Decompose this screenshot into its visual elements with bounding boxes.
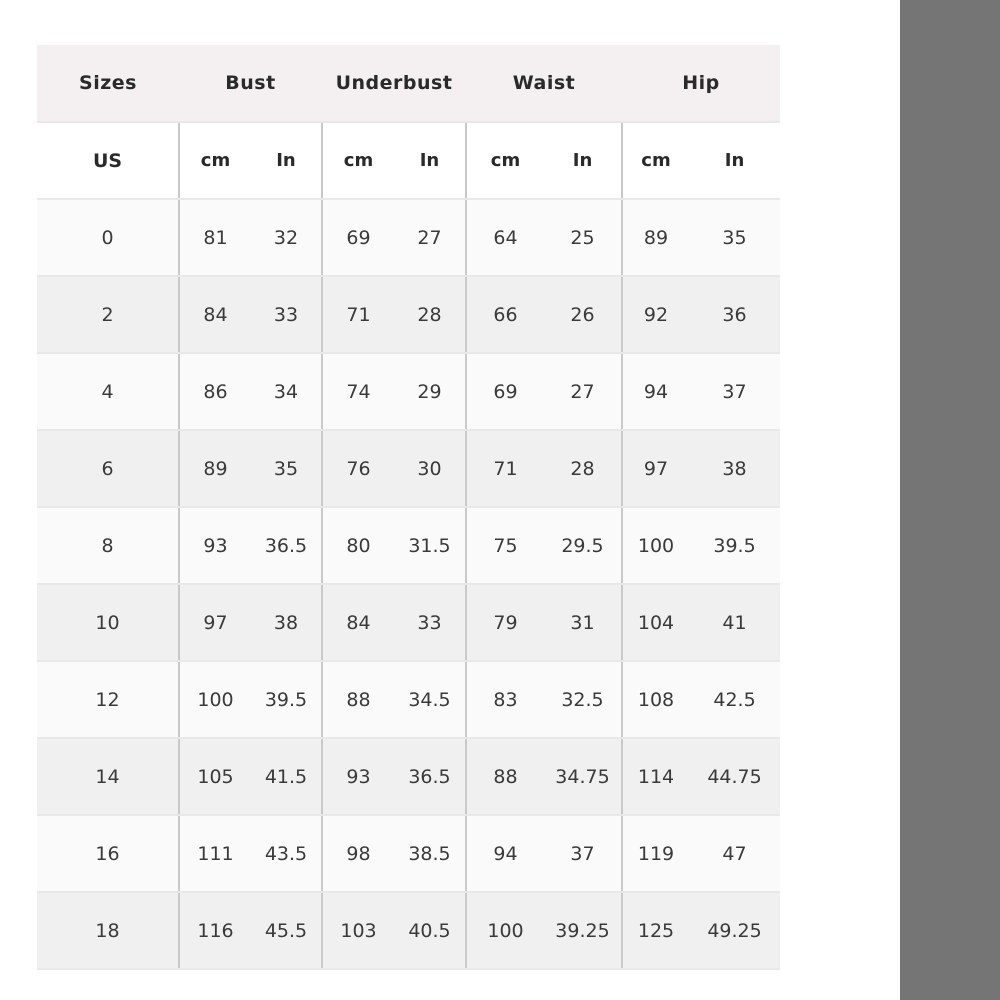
bust-cm-value: 84 (179, 276, 251, 353)
hip-cm-value: 94 (622, 353, 689, 430)
waist-in-value: 25 (544, 199, 622, 276)
underbust-in-value: 28 (394, 276, 466, 353)
bust-in-value: 36.5 (251, 507, 322, 584)
underbust-cm-value: 80 (322, 507, 394, 584)
waist-cm-value: 83 (466, 661, 544, 738)
underbust-in-value: 31.5 (394, 507, 466, 584)
hip-in-value: 36 (689, 276, 780, 353)
hip-in-value: 49.25 (689, 892, 780, 969)
underbust-in-value: 27 (394, 199, 466, 276)
bust-in-value: 33 (251, 276, 322, 353)
side-panel (900, 0, 1000, 1000)
bust-cm-value: 86 (179, 353, 251, 430)
hip-cm-value: 89 (622, 199, 689, 276)
hip-in-value: 37 (689, 353, 780, 430)
hip-in-value: 42.5 (689, 661, 780, 738)
hip-in-value: 39.5 (689, 507, 780, 584)
waist-in-value: 32.5 (544, 661, 622, 738)
bust-in-value: 35 (251, 430, 322, 507)
unit-in: In (394, 122, 466, 199)
bust-cm-value: 105 (179, 738, 251, 815)
waist-cm-value: 94 (466, 815, 544, 892)
unit-cm: cm (179, 122, 251, 199)
table-row (37, 353, 780, 430)
waist-in-value: 31 (544, 584, 622, 661)
header-sizes: Sizes (37, 45, 179, 122)
hip-cm-value: 97 (622, 430, 689, 507)
hip-in-value: 38 (689, 430, 780, 507)
hip-cm-value: 125 (622, 892, 689, 969)
hip-cm-value: 92 (622, 276, 689, 353)
underbust-in-value: 36.5 (394, 738, 466, 815)
underbust-cm-value: 103 (322, 892, 394, 969)
table-row (37, 276, 780, 353)
waist-in-value: 26 (544, 276, 622, 353)
bust-in-value: 34 (251, 353, 322, 430)
underbust-cm-value: 84 (322, 584, 394, 661)
waist-cm-value: 88 (466, 738, 544, 815)
underbust-cm-value: 93 (322, 738, 394, 815)
underbust-in-value: 34.5 (394, 661, 466, 738)
size-value: 16 (37, 815, 179, 892)
unit-in: In (251, 122, 322, 199)
table-row (37, 892, 780, 969)
bust-in-value: 43.5 (251, 815, 322, 892)
waist-cm-value: 71 (466, 430, 544, 507)
table-row (37, 815, 780, 892)
unit-cm: cm (322, 122, 394, 199)
waist-in-value: 37 (544, 815, 622, 892)
unit-cm: cm (466, 122, 544, 199)
size-value: 8 (37, 507, 179, 584)
header-underbust: Underbust (322, 45, 466, 122)
waist-cm-value: 79 (466, 584, 544, 661)
underbust-in-value: 29 (394, 353, 466, 430)
size-value: 14 (37, 738, 179, 815)
table-row (37, 738, 780, 815)
hip-in-value: 41 (689, 584, 780, 661)
size-value: 18 (37, 892, 179, 969)
hip-cm-value: 108 (622, 661, 689, 738)
bust-cm-value: 89 (179, 430, 251, 507)
table-row (37, 507, 780, 584)
header-bust: Bust (179, 45, 322, 122)
waist-in-value: 28 (544, 430, 622, 507)
waist-in-value: 34.75 (544, 738, 622, 815)
bust-cm-value: 97 (179, 584, 251, 661)
unit-cm: cm (622, 122, 689, 199)
size-value: 4 (37, 353, 179, 430)
hip-cm-value: 104 (622, 584, 689, 661)
table-row (37, 199, 780, 276)
waist-cm-value: 75 (466, 507, 544, 584)
bust-cm-value: 100 (179, 661, 251, 738)
unit-in: In (544, 122, 622, 199)
bust-cm-value: 111 (179, 815, 251, 892)
bust-in-value: 39.5 (251, 661, 322, 738)
size-rows (37, 199, 780, 969)
underbust-cm-value: 69 (322, 199, 394, 276)
hip-in-value: 44.75 (689, 738, 780, 815)
bust-in-value: 38 (251, 584, 322, 661)
waist-in-value: 27 (544, 353, 622, 430)
bust-cm-value: 81 (179, 199, 251, 276)
underbust-cm-value: 76 (322, 430, 394, 507)
size-system-label: US (37, 122, 179, 199)
bust-cm-value: 116 (179, 892, 251, 969)
hip-in-value: 47 (689, 815, 780, 892)
bust-in-value: 32 (251, 199, 322, 276)
underbust-in-value: 38.5 (394, 815, 466, 892)
bust-in-value: 41.5 (251, 738, 322, 815)
waist-in-value: 29.5 (544, 507, 622, 584)
waist-in-value: 39.25 (544, 892, 622, 969)
header-waist: Waist (466, 45, 622, 122)
waist-cm-value: 64 (466, 199, 544, 276)
underbust-in-value: 30 (394, 430, 466, 507)
table-row (37, 661, 780, 738)
underbust-cm-value: 71 (322, 276, 394, 353)
size-chart-table (37, 45, 780, 970)
waist-cm-value: 100 (466, 892, 544, 969)
hip-cm-value: 114 (622, 738, 689, 815)
unit-in: In (689, 122, 780, 199)
group-header-row (37, 45, 780, 122)
header-hip: Hip (622, 45, 780, 122)
hip-cm-value: 100 (622, 507, 689, 584)
underbust-in-value: 33 (394, 584, 466, 661)
table-row (37, 430, 780, 507)
waist-cm-value: 69 (466, 353, 544, 430)
underbust-cm-value: 98 (322, 815, 394, 892)
table-row (37, 584, 780, 661)
size-value: 10 (37, 584, 179, 661)
bust-in-value: 45.5 (251, 892, 322, 969)
underbust-in-value: 40.5 (394, 892, 466, 969)
size-value: 0 (37, 199, 179, 276)
hip-in-value: 35 (689, 199, 780, 276)
hip-cm-value: 119 (622, 815, 689, 892)
size-value: 2 (37, 276, 179, 353)
underbust-cm-value: 74 (322, 353, 394, 430)
size-value: 12 (37, 661, 179, 738)
underbust-cm-value: 88 (322, 661, 394, 738)
waist-cm-value: 66 (466, 276, 544, 353)
bust-cm-value: 93 (179, 507, 251, 584)
unit-header-row (37, 122, 780, 199)
size-value: 6 (37, 430, 179, 507)
